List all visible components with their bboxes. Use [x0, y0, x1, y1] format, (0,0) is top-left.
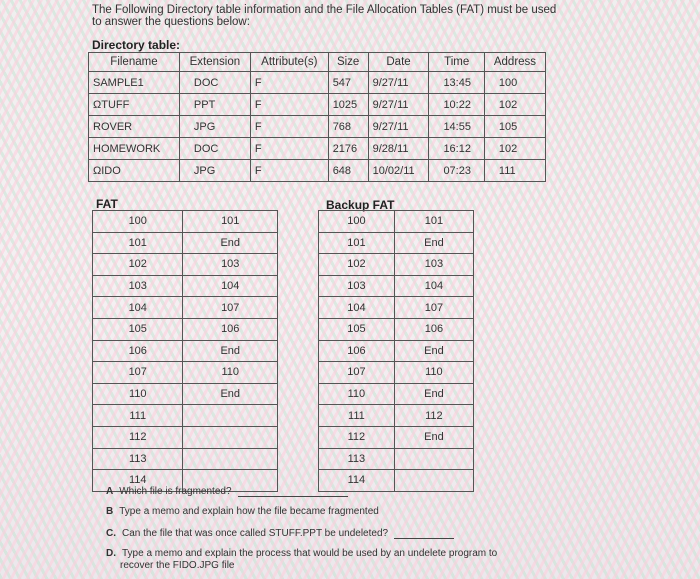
- filename-cell: SAMPLE1: [89, 72, 180, 94]
- fat-row: [93, 362, 278, 384]
- fat-row: [93, 448, 278, 470]
- fat-row: [319, 254, 474, 276]
- fat-row: [93, 297, 278, 319]
- directory-row: [89, 72, 546, 94]
- answer-line: [394, 528, 454, 539]
- time-cell: 16:12: [429, 138, 484, 160]
- next-cluster-cell: [183, 448, 278, 470]
- backup-fat-table: [318, 210, 474, 492]
- directory-table: [88, 52, 546, 182]
- question-d-continued: [120, 560, 234, 571]
- fat-row: [319, 275, 474, 297]
- date-cell: 9/27/11: [368, 116, 429, 138]
- col-address: Address: [484, 53, 545, 72]
- extension-cell: JPG: [179, 116, 250, 138]
- next-cluster-cell: 101: [183, 211, 278, 233]
- next-cluster-cell: End: [394, 426, 473, 448]
- backup-fat-title: Backup FAT: [326, 198, 395, 212]
- next-cluster-cell: 101: [394, 211, 473, 233]
- fat-row: [93, 211, 278, 233]
- fat-row: [319, 405, 474, 427]
- next-cluster-cell: 110: [394, 362, 473, 384]
- fat-row: [319, 426, 474, 448]
- next-cluster-cell: 106: [394, 318, 473, 340]
- cluster-cell: 104: [93, 297, 183, 319]
- col-filename: Filename: [89, 53, 180, 72]
- next-cluster-cell: 104: [394, 275, 473, 297]
- next-cluster-cell: [183, 405, 278, 427]
- fat-row: [93, 383, 278, 405]
- question-text: recover the FIDO.JPG file: [120, 560, 235, 571]
- cluster-cell: 106: [319, 340, 395, 362]
- address-cell: 102: [484, 94, 545, 116]
- question-c: [106, 528, 454, 539]
- directory-table-title: Directory table:: [92, 38, 181, 52]
- extension-cell: JPG: [179, 160, 250, 182]
- fat-row: [319, 297, 474, 319]
- cluster-cell: 110: [319, 383, 395, 405]
- cluster-cell: 112: [93, 426, 183, 448]
- next-cluster-cell: End: [394, 232, 473, 254]
- fat-table: [92, 210, 278, 492]
- fat-row: [319, 362, 474, 384]
- cluster-cell: 105: [93, 318, 183, 340]
- cluster-cell: 101: [319, 232, 395, 254]
- date-cell: 10/02/11: [368, 160, 429, 182]
- size-cell: 1025: [328, 94, 368, 116]
- question-letter: C.: [106, 528, 116, 539]
- next-cluster-cell: [394, 448, 473, 470]
- cluster-cell: 113: [319, 448, 395, 470]
- cluster-cell: 114: [93, 470, 183, 492]
- address-cell: 105: [484, 116, 545, 138]
- fat-row: [93, 254, 278, 276]
- fat-row: [319, 211, 474, 233]
- next-cluster-cell: 103: [394, 254, 473, 276]
- directory-header-row: [89, 53, 546, 72]
- fat-row: [93, 426, 278, 448]
- cluster-cell: 102: [93, 254, 183, 276]
- time-cell: 10:22: [429, 94, 484, 116]
- col-size: Size: [328, 53, 368, 72]
- directory-row: [89, 94, 546, 116]
- next-cluster-cell: [394, 470, 473, 492]
- address-cell: 100: [484, 72, 545, 94]
- next-cluster-cell: 110: [183, 362, 278, 384]
- cluster-cell: 103: [319, 275, 395, 297]
- directory-row: [89, 116, 546, 138]
- next-cluster-cell: 107: [183, 297, 278, 319]
- extension-cell: DOC: [179, 138, 250, 160]
- next-cluster-cell: [183, 426, 278, 448]
- fat-row: [93, 232, 278, 254]
- attribute-cell: F: [250, 72, 328, 94]
- fat-row: [319, 340, 474, 362]
- cluster-cell: 111: [93, 405, 183, 427]
- question-a: [106, 486, 348, 497]
- attribute-cell: F: [250, 94, 328, 116]
- fat-row: [93, 275, 278, 297]
- filename-cell: ROVER: [89, 116, 180, 138]
- size-cell: 648: [328, 160, 368, 182]
- directory-row: [89, 160, 546, 182]
- next-cluster-cell: End: [394, 340, 473, 362]
- next-cluster-cell: End: [183, 232, 278, 254]
- extension-cell: DOC: [179, 72, 250, 94]
- question-text: Type a memo and explain the process that would be used by an undelete program to: [122, 548, 498, 559]
- cluster-cell: 105: [319, 318, 395, 340]
- fat-row: [93, 318, 278, 340]
- answer-line: [238, 486, 348, 497]
- col-attributes: Attribute(s): [250, 53, 328, 72]
- fat-row: [93, 340, 278, 362]
- size-cell: 2176: [328, 138, 368, 160]
- fat-row: [319, 448, 474, 470]
- fat-row: [319, 318, 474, 340]
- size-cell: 547: [328, 72, 368, 94]
- directory-row: [89, 138, 546, 160]
- question-letter: A: [106, 486, 114, 497]
- cluster-cell: 103: [93, 275, 183, 297]
- question-letter: B: [106, 506, 114, 517]
- cluster-cell: 114: [319, 470, 395, 492]
- filename-cell: ΩTUFF: [89, 94, 180, 116]
- time-cell: 07:23: [429, 160, 484, 182]
- next-cluster-cell: 107: [394, 297, 473, 319]
- col-time: Time: [429, 53, 484, 72]
- next-cluster-cell: End: [183, 383, 278, 405]
- fat-row: [319, 232, 474, 254]
- next-cluster-cell: 112: [394, 405, 473, 427]
- col-date: Date: [368, 53, 429, 72]
- cluster-cell: 113: [93, 448, 183, 470]
- time-cell: 14:55: [429, 116, 484, 138]
- time-cell: 13:45: [429, 72, 484, 94]
- date-cell: 9/27/11: [368, 94, 429, 116]
- filename-cell: ΩIDO: [89, 160, 180, 182]
- next-cluster-cell: End: [394, 383, 473, 405]
- col-extension: Extension: [179, 53, 250, 72]
- next-cluster-cell: 106: [183, 318, 278, 340]
- cluster-cell: 110: [93, 383, 183, 405]
- intro-text: The Following Directory table information and the File Allocation Tables (FAT) must be used to answer the questions below:: [92, 4, 557, 28]
- attribute-cell: F: [250, 138, 328, 160]
- cluster-cell: 107: [319, 362, 395, 384]
- question-text: Which file is fragmented?: [119, 486, 232, 497]
- extension-cell: PPT: [179, 94, 250, 116]
- cluster-cell: 107: [93, 362, 183, 384]
- fat-row: [93, 405, 278, 427]
- next-cluster-cell: End: [183, 340, 278, 362]
- date-cell: 9/27/11: [368, 72, 429, 94]
- next-cluster-cell: 103: [183, 254, 278, 276]
- question-d: [106, 548, 497, 559]
- question-text: Can the file that was once called STUFF.PPT be undeleted?: [122, 528, 389, 539]
- address-cell: 111: [484, 160, 545, 182]
- cluster-cell: 111: [319, 405, 395, 427]
- filename-cell: HOMEWORK: [89, 138, 180, 160]
- cluster-cell: 106: [93, 340, 183, 362]
- size-cell: 768: [328, 116, 368, 138]
- question-text: Type a memo and explain how the file became fragmented: [119, 506, 379, 517]
- attribute-cell: F: [250, 160, 328, 182]
- fat-title: FAT: [96, 197, 118, 211]
- cluster-cell: 101: [93, 232, 183, 254]
- fat-row: [319, 383, 474, 405]
- cluster-cell: 100: [93, 211, 183, 233]
- cluster-cell: 100: [319, 211, 395, 233]
- question-letter: D.: [106, 548, 116, 559]
- address-cell: 102: [484, 138, 545, 160]
- date-cell: 9/28/11: [368, 138, 429, 160]
- question-b: [106, 506, 379, 517]
- cluster-cell: 104: [319, 297, 395, 319]
- cluster-cell: 102: [319, 254, 395, 276]
- attribute-cell: F: [250, 116, 328, 138]
- next-cluster-cell: 104: [183, 275, 278, 297]
- cluster-cell: 112: [319, 426, 395, 448]
